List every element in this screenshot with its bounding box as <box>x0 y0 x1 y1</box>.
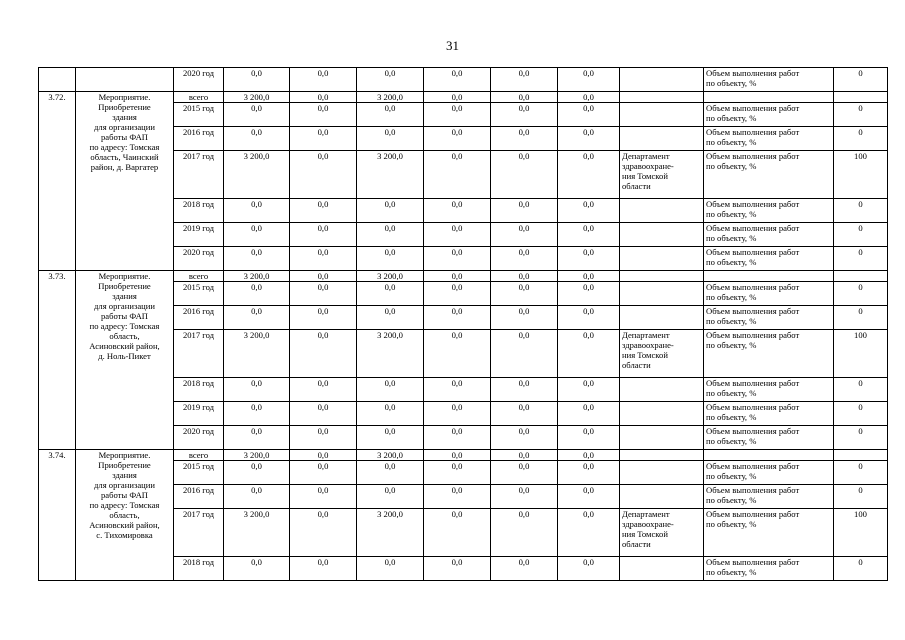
value-cell: 0,0 <box>491 450 558 461</box>
value-cell: 0,0 <box>357 199 424 223</box>
table-row <box>39 92 888 103</box>
value-cell: 0,0 <box>424 306 491 330</box>
year-cell: всего <box>174 450 224 461</box>
value-cell: 0,0 <box>424 271 491 282</box>
year-cell: 2017 год <box>174 330 224 378</box>
value-cell: 0,0 <box>290 151 357 199</box>
year-cell: 2016 год <box>174 127 224 151</box>
indicator-cell <box>704 450 834 461</box>
indicator-value-cell: 0 <box>834 485 888 509</box>
value-cell: 0,0 <box>558 330 620 378</box>
year-cell: всего <box>174 92 224 103</box>
value-cell: 0,0 <box>424 461 491 485</box>
value-cell: 0,0 <box>424 330 491 378</box>
value-cell: 0,0 <box>224 68 290 92</box>
value-cell: 3 200,0 <box>357 509 424 557</box>
year-cell: 2017 год <box>174 151 224 199</box>
year-cell: 2018 год <box>174 557 224 581</box>
indicator-cell: Объем выполнения работ по объекту, % <box>704 282 834 306</box>
value-cell: 0,0 <box>290 509 357 557</box>
value-cell: 0,0 <box>424 485 491 509</box>
indicator-cell: Объем выполнения работ по объекту, % <box>704 68 834 92</box>
value-cell: 0,0 <box>290 461 357 485</box>
value-cell: 0,0 <box>357 306 424 330</box>
value-cell: 0,0 <box>558 557 620 581</box>
value-cell: 0,0 <box>491 378 558 402</box>
indicator-cell <box>704 271 834 282</box>
responsible-cell <box>620 306 704 330</box>
value-cell: 0,0 <box>357 557 424 581</box>
value-cell: 0,0 <box>290 282 357 306</box>
value-cell: 0,0 <box>491 271 558 282</box>
page-number: 31 <box>446 38 459 53</box>
value-cell: 0,0 <box>357 68 424 92</box>
indicator-cell: Объем выполнения работ по объекту, % <box>704 223 834 247</box>
responsible-cell <box>620 282 704 306</box>
responsible-cell <box>620 485 704 509</box>
value-cell: 0,0 <box>491 199 558 223</box>
indicator-cell: Объем выполнения работ по объекту, % <box>704 151 834 199</box>
value-cell: 0,0 <box>558 509 620 557</box>
value-cell: 0,0 <box>558 199 620 223</box>
value-cell: 0,0 <box>357 461 424 485</box>
table-row <box>39 450 888 461</box>
item-number-cell: 3.72. <box>39 92 76 271</box>
value-cell: 0,0 <box>290 378 357 402</box>
responsible-cell <box>620 378 704 402</box>
indicator-cell: Объем выполнения работ по объекту, % <box>704 247 834 271</box>
responsible-cell: Департамент здравоохране- ния Томской области <box>620 509 704 557</box>
value-cell: 0,0 <box>558 103 620 127</box>
indicator-value-cell: 0 <box>834 223 888 247</box>
value-cell: 3 200,0 <box>224 92 290 103</box>
value-cell: 3 200,0 <box>224 450 290 461</box>
value-cell: 0,0 <box>224 223 290 247</box>
value-cell: 0,0 <box>357 426 424 450</box>
item-name-cell: Мероприятие. Приобретение здания для организации работы ФАП по адресу: Томская область, Чаинский район, д. Варгатер <box>76 92 174 271</box>
value-cell: 0,0 <box>424 402 491 426</box>
value-cell: 0,0 <box>424 282 491 306</box>
value-cell: 0,0 <box>224 199 290 223</box>
value-cell: 0,0 <box>224 378 290 402</box>
program-table <box>38 67 888 581</box>
responsible-cell: Департамент здравоохране- ния Томской области <box>620 330 704 378</box>
item-number-cell: 3.73. <box>39 271 76 450</box>
responsible-cell <box>620 461 704 485</box>
value-cell: 3 200,0 <box>357 92 424 103</box>
responsible-cell <box>620 402 704 426</box>
value-cell: 0,0 <box>290 223 357 247</box>
indicator-value-cell: 0 <box>834 68 888 92</box>
indicator-value-cell <box>834 271 888 282</box>
responsible-cell <box>620 271 704 282</box>
indicator-value-cell: 0 <box>834 461 888 485</box>
value-cell: 0,0 <box>558 92 620 103</box>
value-cell: 0,0 <box>224 247 290 271</box>
year-cell: 2015 год <box>174 103 224 127</box>
value-cell: 0,0 <box>558 306 620 330</box>
indicator-cell: Объем выполнения работ по объекту, % <box>704 461 834 485</box>
responsible-cell <box>620 92 704 103</box>
responsible-cell <box>620 68 704 92</box>
value-cell: 0,0 <box>224 461 290 485</box>
value-cell: 0,0 <box>290 68 357 92</box>
indicator-cell: Объем выполнения работ по объекту, % <box>704 426 834 450</box>
responsible-cell <box>620 450 704 461</box>
value-cell: 0,0 <box>491 92 558 103</box>
value-cell: 0,0 <box>424 68 491 92</box>
value-cell: 0,0 <box>558 271 620 282</box>
value-cell: 0,0 <box>290 271 357 282</box>
table-row <box>39 68 888 92</box>
item-name-cell: Мероприятие. Приобретение здания для организации работы ФАП по адресу: Томская область, Асиновский район, с. Тихомировка <box>76 450 174 581</box>
value-cell: 0,0 <box>290 199 357 223</box>
indicator-value-cell <box>834 92 888 103</box>
table-body <box>39 68 888 581</box>
value-cell: 0,0 <box>558 402 620 426</box>
value-cell: 0,0 <box>491 509 558 557</box>
value-cell: 3 200,0 <box>357 330 424 378</box>
value-cell: 0,0 <box>357 247 424 271</box>
value-cell: 0,0 <box>558 151 620 199</box>
number-cell <box>39 68 76 92</box>
value-cell: 0,0 <box>290 402 357 426</box>
value-cell: 3 200,0 <box>357 450 424 461</box>
value-cell: 0,0 <box>491 306 558 330</box>
value-cell: 3 200,0 <box>224 271 290 282</box>
value-cell: 0,0 <box>558 378 620 402</box>
value-cell: 0,0 <box>491 282 558 306</box>
value-cell: 0,0 <box>491 247 558 271</box>
year-cell: 2017 год <box>174 509 224 557</box>
value-cell: 0,0 <box>290 247 357 271</box>
year-cell: 2020 год <box>174 68 224 92</box>
value-cell: 3 200,0 <box>224 509 290 557</box>
value-cell: 0,0 <box>290 426 357 450</box>
value-cell: 0,0 <box>290 127 357 151</box>
value-cell: 0,0 <box>491 485 558 509</box>
table-row <box>39 271 888 282</box>
item-number-cell: 3.74. <box>39 450 76 581</box>
value-cell: 0,0 <box>224 485 290 509</box>
responsible-cell <box>620 199 704 223</box>
value-cell: 0,0 <box>290 557 357 581</box>
value-cell: 0,0 <box>290 330 357 378</box>
indicator-cell: Объем выполнения работ по объекту, % <box>704 330 834 378</box>
responsible-cell <box>620 426 704 450</box>
value-cell: 0,0 <box>491 151 558 199</box>
indicator-cell: Объем выполнения работ по объекту, % <box>704 509 834 557</box>
value-cell: 0,0 <box>290 450 357 461</box>
value-cell: 0,0 <box>424 199 491 223</box>
indicator-value-cell: 0 <box>834 557 888 581</box>
value-cell: 0,0 <box>357 127 424 151</box>
value-cell: 0,0 <box>357 485 424 509</box>
year-cell: 2018 год <box>174 199 224 223</box>
value-cell: 0,0 <box>491 426 558 450</box>
indicator-cell: Объем выполнения работ по объекту, % <box>704 127 834 151</box>
responsible-cell <box>620 223 704 247</box>
indicator-value-cell: 100 <box>834 330 888 378</box>
indicator-cell <box>704 92 834 103</box>
year-cell: 2020 год <box>174 426 224 450</box>
responsible-cell <box>620 127 704 151</box>
value-cell: 0,0 <box>491 557 558 581</box>
value-cell: 0,0 <box>491 461 558 485</box>
value-cell: 0,0 <box>224 557 290 581</box>
value-cell: 0,0 <box>290 103 357 127</box>
value-cell: 0,0 <box>424 127 491 151</box>
year-cell: 2015 год <box>174 461 224 485</box>
value-cell: 0,0 <box>290 92 357 103</box>
indicator-cell: Объем выполнения работ по объекту, % <box>704 402 834 426</box>
value-cell: 0,0 <box>357 282 424 306</box>
value-cell: 0,0 <box>558 426 620 450</box>
indicator-value-cell: 0 <box>834 199 888 223</box>
value-cell: 0,0 <box>558 223 620 247</box>
indicator-cell: Объем выполнения работ по объекту, % <box>704 485 834 509</box>
value-cell: 0,0 <box>491 103 558 127</box>
value-cell: 0,0 <box>290 485 357 509</box>
value-cell: 3 200,0 <box>357 151 424 199</box>
value-cell: 0,0 <box>357 103 424 127</box>
value-cell: 0,0 <box>491 127 558 151</box>
value-cell: 0,0 <box>424 557 491 581</box>
value-cell: 0,0 <box>558 282 620 306</box>
value-cell: 0,0 <box>558 127 620 151</box>
value-cell: 0,0 <box>491 330 558 378</box>
indicator-cell: Объем выполнения работ по объекту, % <box>704 378 834 402</box>
year-cell: 2020 год <box>174 247 224 271</box>
indicator-cell: Объем выполнения работ по объекту, % <box>704 103 834 127</box>
value-cell: 0,0 <box>224 306 290 330</box>
value-cell: 0,0 <box>224 282 290 306</box>
indicator-value-cell: 100 <box>834 509 888 557</box>
indicator-value-cell <box>834 450 888 461</box>
indicator-value-cell: 100 <box>834 151 888 199</box>
value-cell: 0,0 <box>224 402 290 426</box>
value-cell: 0,0 <box>290 306 357 330</box>
value-cell: 0,0 <box>424 426 491 450</box>
value-cell: 0,0 <box>424 92 491 103</box>
value-cell: 0,0 <box>357 378 424 402</box>
responsible-cell <box>620 103 704 127</box>
value-cell: 0,0 <box>424 103 491 127</box>
value-cell: 0,0 <box>424 223 491 247</box>
value-cell: 0,0 <box>424 247 491 271</box>
indicator-value-cell: 0 <box>834 127 888 151</box>
indicator-cell: Объем выполнения работ по объекту, % <box>704 199 834 223</box>
value-cell: 0,0 <box>558 461 620 485</box>
value-cell: 3 200,0 <box>357 271 424 282</box>
value-cell: 0,0 <box>491 402 558 426</box>
value-cell: 0,0 <box>424 378 491 402</box>
indicator-value-cell: 0 <box>834 247 888 271</box>
indicator-value-cell: 0 <box>834 426 888 450</box>
year-cell: 2016 год <box>174 485 224 509</box>
value-cell: 0,0 <box>424 509 491 557</box>
value-cell: 0,0 <box>224 103 290 127</box>
value-cell: 0,0 <box>491 223 558 247</box>
value-cell: 0,0 <box>424 151 491 199</box>
name-cell <box>76 68 174 92</box>
value-cell: 3 200,0 <box>224 151 290 199</box>
year-cell: 2018 год <box>174 378 224 402</box>
value-cell: 0,0 <box>224 127 290 151</box>
value-cell: 0,0 <box>558 247 620 271</box>
value-cell: 0,0 <box>224 426 290 450</box>
item-name-cell: Мероприятие. Приобретение здания для организации работы ФАП по адресу: Томская область, Асиновский район, д. Ноль-Пикет <box>76 271 174 450</box>
year-cell: 2019 год <box>174 223 224 247</box>
indicator-cell: Объем выполнения работ по объекту, % <box>704 306 834 330</box>
year-cell: 2016 год <box>174 306 224 330</box>
indicator-value-cell: 0 <box>834 402 888 426</box>
value-cell: 0,0 <box>558 485 620 509</box>
value-cell: 0,0 <box>558 450 620 461</box>
year-cell: всего <box>174 271 224 282</box>
indicator-cell: Объем выполнения работ по объекту, % <box>704 557 834 581</box>
value-cell: 0,0 <box>491 68 558 92</box>
value-cell: 0,0 <box>424 450 491 461</box>
value-cell: 0,0 <box>357 402 424 426</box>
year-cell: 2015 год <box>174 282 224 306</box>
year-cell: 2019 год <box>174 402 224 426</box>
responsible-cell: Департамент здравоохране- ния Томской области <box>620 151 704 199</box>
responsible-cell <box>620 247 704 271</box>
indicator-value-cell: 0 <box>834 103 888 127</box>
responsible-cell <box>620 557 704 581</box>
value-cell: 0,0 <box>357 223 424 247</box>
indicator-value-cell: 0 <box>834 282 888 306</box>
indicator-value-cell: 0 <box>834 378 888 402</box>
value-cell: 0,0 <box>558 68 620 92</box>
indicator-value-cell: 0 <box>834 306 888 330</box>
value-cell: 3 200,0 <box>224 330 290 378</box>
